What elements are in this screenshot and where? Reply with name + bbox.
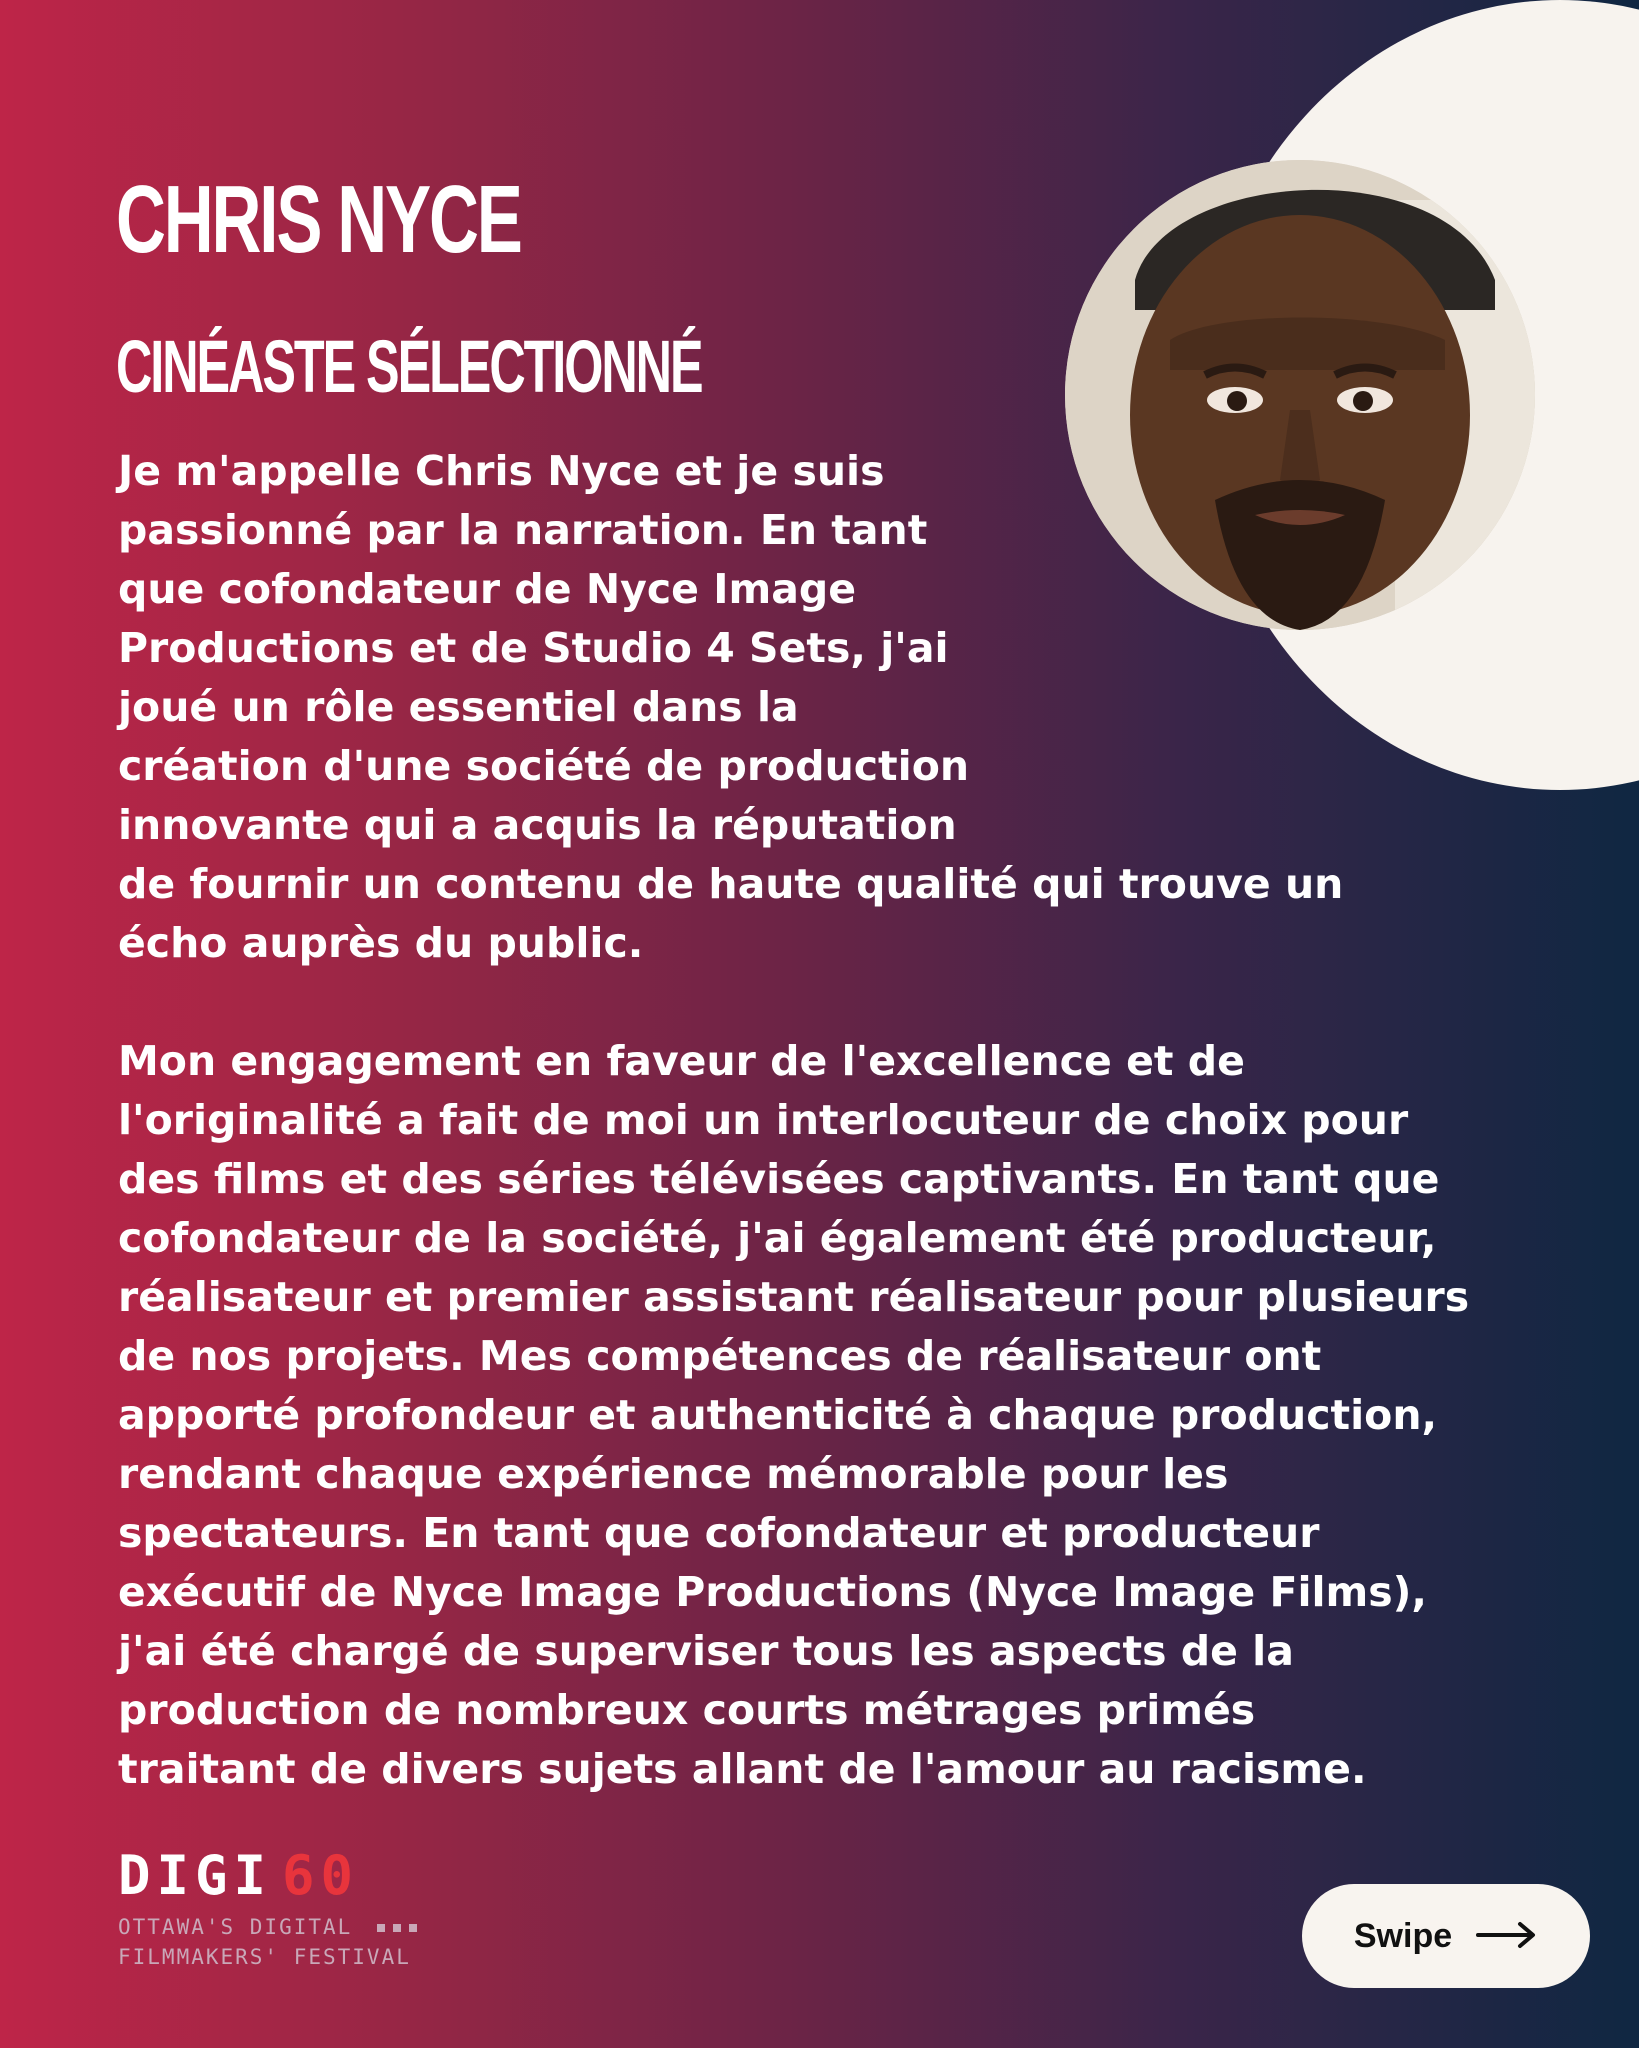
digi60-logo: [118, 1844, 438, 1972]
bio-line: réalisateur et premier assistant réalisateur pour plusieurs: [118, 1273, 1470, 1321]
bio-line: innovante qui a acquis la réputation: [118, 801, 957, 849]
bio-line: exécutif de Nyce Image Productions (Nyce Image Films),: [118, 1568, 1427, 1616]
logo-tagline-line2: FILMMAKERS' FESTIVAL: [118, 1945, 411, 1969]
filmmaker-name: CHRIS NYCE: [116, 166, 521, 273]
logo-wordmark: [118, 1844, 438, 1907]
bio-line: spectateurs. En tant que cofondateur et producteur: [118, 1509, 1320, 1557]
bio-line: des films et des séries télévisées captivants. En tant que: [118, 1155, 1440, 1203]
logo-letters: DIGI: [118, 1844, 273, 1907]
bio-line: rendant chaque expérience mémorable pour les: [118, 1450, 1229, 1498]
bio-line: Productions et de Studio 4 Sets, j'ai: [118, 624, 949, 672]
bio-line: joué un rôle essentiel dans la: [118, 683, 799, 731]
bio-line: de nos projets. Mes compétences de réalisateur ont: [118, 1332, 1322, 1380]
bio-line: Je m'appelle Chris Nyce et je suis: [118, 447, 885, 495]
bio-line: j'ai été chargé de superviser tous les aspects de la: [118, 1627, 1294, 1675]
bio-line: Mon engagement en faveur de l'excellence et de: [118, 1037, 1245, 1085]
bio-line: création d'une société de production: [118, 742, 970, 790]
bio-line: l'originalité a fait de moi un interlocuteur de choix pour: [118, 1096, 1409, 1144]
bio-line: production de nombreux courts métrages primés: [118, 1686, 1256, 1734]
bio-line: cofondateur de la société, j'ai également été producteur,: [118, 1214, 1437, 1262]
bio-line: de fournir un contenu de haute qualité qui trouve un: [118, 860, 1344, 908]
logo-tagline-line1: OTTAWA'S DIGITAL: [118, 1915, 353, 1939]
bio-line: traitant de divers sujets allant de l'amour au racisme.: [118, 1745, 1367, 1793]
swipe-label: Swipe: [1353, 1916, 1453, 1955]
bio-line: que cofondateur de Nyce Image: [118, 565, 857, 613]
bio-text: [118, 442, 1578, 1799]
paragraph-gap: [118, 973, 1578, 1032]
swipe-button[interactable]: [1302, 1884, 1590, 1988]
bio-line: écho auprès du public.: [118, 919, 644, 967]
logo-tagline: [118, 1912, 438, 1972]
bio-line: apporté profondeur et authenticité à chaque production,: [118, 1391, 1438, 1439]
bio-line: passionné par la narration. En tant: [118, 506, 928, 554]
arrow-right-icon: [1476, 1920, 1538, 1953]
logo-dots-icon: [377, 1924, 417, 1932]
logo-number: 60: [282, 1844, 360, 1907]
filmmaker-role: CINÉASTE SÉLECTIONNÉ: [116, 325, 702, 408]
